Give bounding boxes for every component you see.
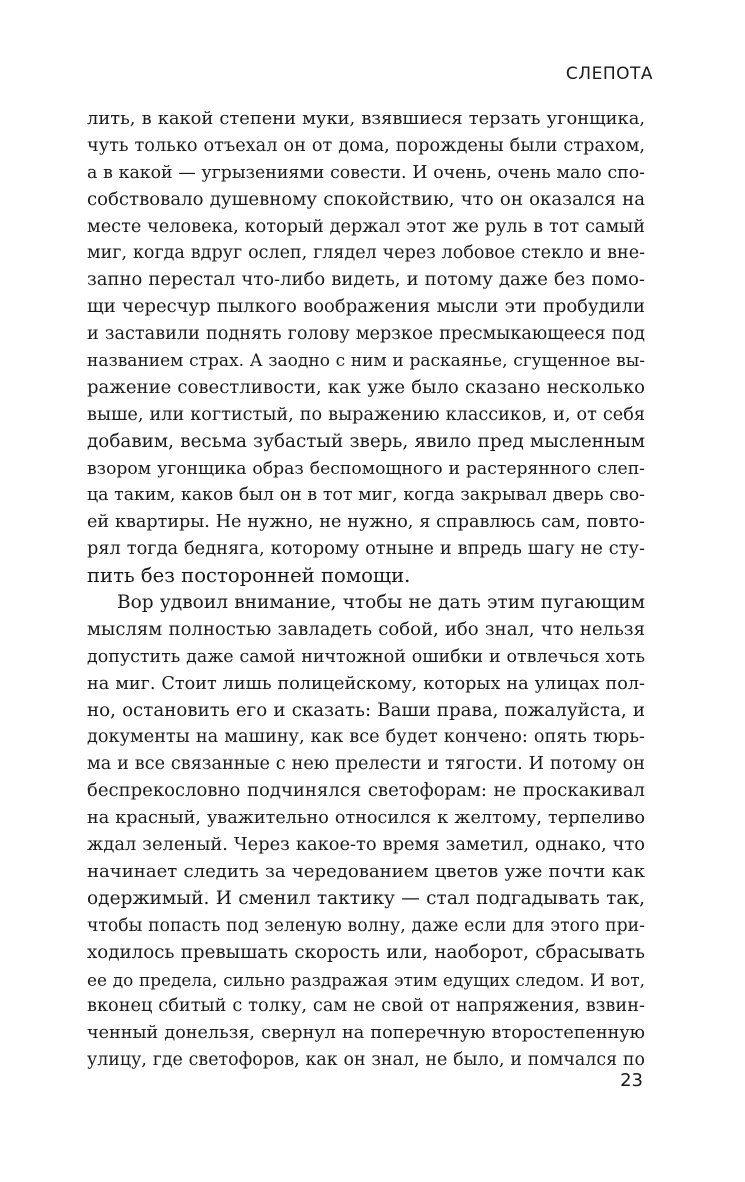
running-head: СЛЕПОТА <box>565 64 653 84</box>
text-line: начинает следить за чередованием цветов уже почти как <box>87 860 645 882</box>
text-line: а в какой — угрызениями совести. И очень, очень мало спо- <box>87 162 645 183</box>
text-line: чуть только отъехал он от дома, порождены были страхом, <box>87 135 645 156</box>
text-line: улицу, где светофоров, как он знал, не было, и помчался по <box>87 1050 645 1071</box>
text-line: и заставили поднять голову мерзкое пресмыкающееся под <box>87 324 645 345</box>
paragraph-1 <box>87 106 645 590</box>
text-line: ченный донельзя, свернул на поперечную второстепенную <box>87 1023 645 1044</box>
text-line: на миг. Стоит лишь полицейскому, которых на улицах пол- <box>87 673 645 694</box>
text-line: миг, когда вдруг ослеп, глядел через лобовое стекло и вне- <box>87 243 645 264</box>
text-line: рял тогда бедняга, которому отныне и впредь шагу не сту- <box>87 539 645 560</box>
text-line: ее до предела, сильно раздражая этим едущих следом. И вот, <box>87 969 645 990</box>
text-line: ца таким, каков был он в тот миг, когда закрывал дверь сво- <box>87 485 645 506</box>
text-line: но, остановить его и сказать: Ваши права, пожалуйста, и <box>87 699 645 721</box>
text-line: щи чересчур пылкого воображения мысли эти пробудили <box>87 296 645 318</box>
text-line: запно перестал что-либо видеть, и потому даже без помо- <box>87 269 645 291</box>
text-line: ма и все связанные с нею прелести и тягости. И потому он <box>87 754 645 775</box>
body-text <box>87 106 645 1074</box>
text-line: беспрекословно подчинялся светофорам: не проскакивал <box>87 780 645 802</box>
text-line: пить без посторонней помощи. <box>87 564 411 588</box>
text-line: собствовало душевному спокойствию, что он оказался на <box>87 188 645 210</box>
text-line: допустить даже самой ничтожной ошибки и отвлечься хоть <box>87 646 645 667</box>
text-line: вконец сбитый с толку, сам не свой от напряжения, взвин- <box>87 996 645 1017</box>
text-line: ражение совестливости, как уже было сказано несколько <box>87 376 645 398</box>
text-line: месте человека, который держал этот же руль в тот самый <box>87 216 645 237</box>
text-line: Вор удвоил внимание, чтобы не дать этим пугающим <box>117 592 645 614</box>
text-line: добавим, весьма зубастый зверь, явило пред мысленным <box>87 430 645 452</box>
text-line: ей квартиры. Не нужно, не нужно, я справлюсь сам, повто- <box>87 512 645 533</box>
text-line: чтобы попасть под зеленую волну, даже если для этого при- <box>87 915 645 936</box>
text-line: ждал зеленый. Через какое-то время заметил, однако, что <box>87 834 645 856</box>
page-number: 23 <box>620 1070 643 1091</box>
text-line: ходилось превышать скорость или, наоборот, сбрасывать <box>87 941 645 963</box>
text-line: документы на машину, как все будет кончено: опять тюрь- <box>87 727 645 748</box>
text-line: мыслям полностью завладеть собой, ибо знал, что нельзя <box>87 618 645 640</box>
text-line: лить, в какой степени муки, взявшиеся терзать угонщика, <box>87 108 645 129</box>
text-line: названием страх. А заодно с ним и раскаянье, сгущенное вы- <box>87 351 645 372</box>
text-line: выше, или когтистый, по выражению классиков, и, от себя <box>87 404 645 425</box>
text-line: взором угонщика образ беспомощного и растерянного слеп- <box>87 458 645 479</box>
text-line: одержимый. И сменил тактику — стал подгадывать так, <box>87 887 645 909</box>
paragraph-2 <box>87 590 645 1074</box>
text-line: на красный, уважительно относился к желтому, терпеливо <box>87 808 645 829</box>
